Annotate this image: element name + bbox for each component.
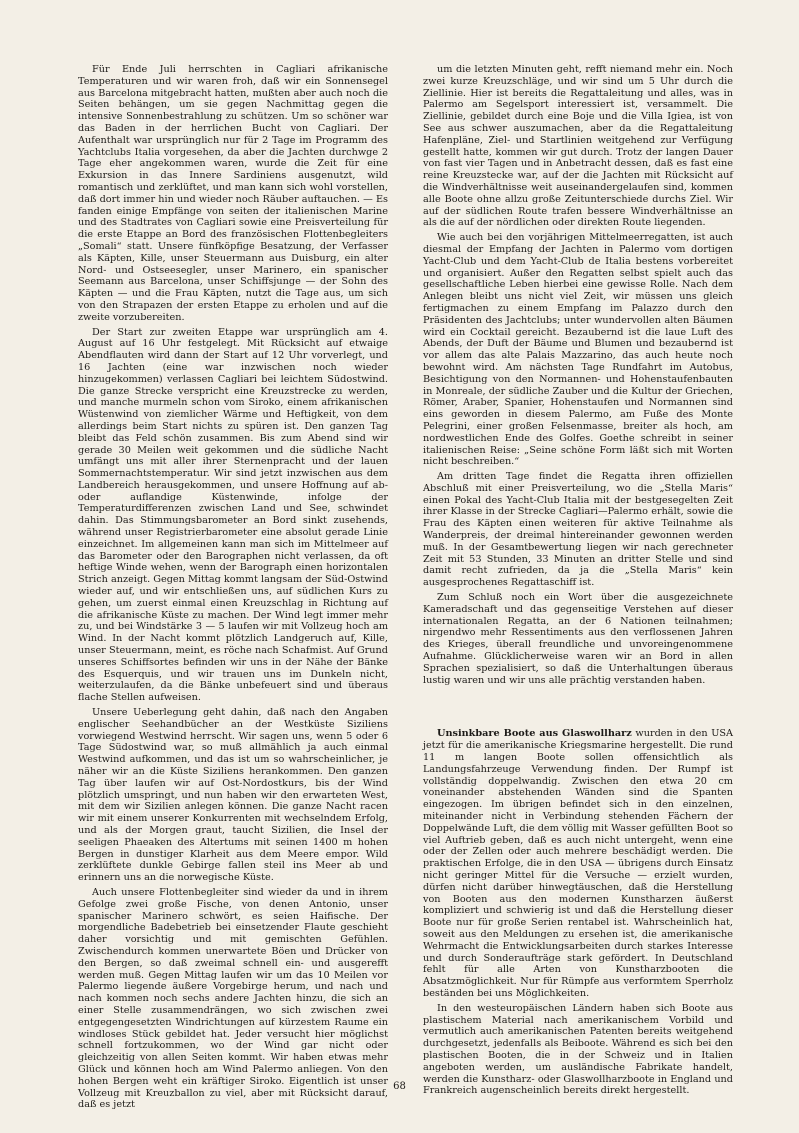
paragraph: um die letzten Minuten geht, refft niemand mehr ein. Noch zwei kurze Kreuzschläge, und wir sind um 5 Uhr durch die Ziellinie. Hier ist bereits die Regattaleitung und alles, was in Palermo am Segelsport interessiert ist, versammelt. Die Ziellinie, gebildet durch eine Boje und die Villa Igiea, ist von See aus schwer auszumachen, aber da die Regattaleitung Hafenpläne, Ziel- und Startlinien weitgehend zur Verfügung gestellt hatte, kommen wir gut durch. Trotz der langen Dauer von fast vier Tagen und in Anbetracht dessen, daß es fast eine reine Kreuzstecke war, auf der die Jachten mit Rücksicht auf die Windverhältnisse weit auseinandergelaufen sind, kommen alle Boote ohne allzu große Zeitunterschiede durchs Ziel. Wir auf der südlichen Route trafen bessere Windverhältnisse an als die auf der nördlichen oder direkten Route liegenden.: [423, 64, 733, 229]
right-column: [423, 64, 733, 1111]
news-item-paragraph: [423, 728, 733, 999]
paragraph: Für Ende Juli herrschten in Cagliari afrikanische Temperaturen und wir waren froh, daß wir ein Sonnensegel aus Barcelona mitgebracht hatten, mußten aber auch noch die Seiten behängen, um sie gegen Nachmittag gegen die intensive Sonnenbestrahlung zu schützen. Um so schöner war das Baden in der herrlichen Bucht von Cagliari. Der Aufenthalt war ursprünglich nur für 2 Tage im Programm des Yachtclubs Italia vorgesehen, da aber die Jachten durchwge 2 Tage eher angekommen waren, wurde die Zeit für eine Exkursion in das Innere Sardiniens ausgenutzt, wild romantisch und zerklüftet, und man kann sich wohl vorstellen, daß dort immer hin und wieder noch Räuber auftauchen. — Es fanden einige Empfänge von seiten der italienischen Marine und des Stadtrates von Cagliari sowie eine Preisverteilung für die erste Etappe an Bord des französischen Flottenbegleiters „Somali“ statt. Unsere fünfköpfige Besatzung, der Verfasser als Käpten, Kille, unser Steuermann aus Duisburg, ein alter Nord- und Ostseesegler, unser Marinero, ein spanischer Seemann aus Barcelona, unser Schiffsjunge — der Sohn des Käpten — und die Frau Käpten, nutzt die Tage aus, um sich von den Strapazen der ersten Etappe zu erholen und auf die zweite vorzubereiten.: [78, 64, 388, 323]
paragraph: Der Start zur zweiten Etappe war ursprünglich am 4. August auf 16 Uhr festgelegt. Mit Rücksicht auf etwaige Abendflauten wird dann der Start auf 12 Uhr vorverlegt, und 16 Jachten (eine war inzwischen noch wieder hinzugekommen) verlassen Cagliari bei leichtem Südostwind. Die ganze Strecke verspricht eine Kreuzstrecke zu werden, und manche murmeln schon vom Siroko, einem afrikanischen Wüstenwind von ziemlicher Wärme und Heftigkeit, von dem allerdings beim Start nichts zu spüren ist. Den ganzen Tag bleibt das Feld schön zusammen. Bis zum Abend sind wir gerade 30 Meilen weit gekommen und die südliche Nacht umfängt uns mit aller ihrer Sternenpracht und der lauen Sommernachtstemperatur. Wir sind jetzt inzwischen aus dem Landbereich herausgekommen, und unsere Hoffnung auf ab- oder auflandige Küstenwinde, infolge der Temperaturdifferenzen zwischen Land und See, schwindet dahin. Das Stimmungsbarometer an Bord sinkt zusehends, während unser Registrierbarometer eine absolut gerade Linie einzeichnet. Im allgemeinen kann man sich im Mittelmeer auf das Barometer oder den Barographen nicht verlassen, da oft heftige Winde wehen, wenn der Barograph einen horizontalen Strich anzeigt. Gegen Mittag kommt langsam der Süd-Ostwind wieder auf, und wir entschließen uns, auf südlichen Kurs zu gehen, um zuerst einmal einen Kreuzschlag in Richtung auf die afrikanische Küste zu machen. Der Wind legt immer mehr zu, und bei Windstärke 3 — 5 laufen wir mit Vollzeug hoch am Wind. In der Nacht kommt plötzlich Landgeruch auf, Kille, unser Steuermann, meint, es röche nach Schafmist. Auf Grund unseres Schiffsortes befinden wir uns in der Nähe der Bänke des Esquerquis, und wir trauen uns im Dunkeln nicht, weiterzulaufen, da die Bänke unbefeuert sind und überaus flache Stellen aufweisen.: [78, 326, 388, 704]
page-number: 68: [393, 1081, 406, 1092]
paragraph: Zum Schluß noch ein Wort über die ausgezeichnete Kameradschaft und das gegenseitige Verstehen auf dieser internationalen Regatta, an der 6 Nationen teilnahmen; nirgendwo mehr Ressentiments aus den verflossenen Jahren des Krieges, überall freundliche und unvoreingenommene Aufnahme. Glücklicherweise waren wir an Bord in allen Sprachen spezialisiert, so daß die Unterhaltungen überaus lustig waren und wir uns alle prächtig verstanden haben.: [423, 592, 733, 686]
section-spacer: [423, 686, 733, 728]
paragraph: Unsere Ueberlegung geht dahin, daß nach den Angaben englischer Seehandbücher an der Westküste Siziliens vorwiegend Westwind herrscht. Wir sagen uns, wenn 5 oder 6 Tage Südostwind war, so muß allmählich ja auch einmal Westwind aufkommen, und das ist um so wahrscheinlicher, je näher wir an die Küste Siziliens herankommen. Den ganzen Tag über laufen wir auf Ost-Nordostkurs, bis der Wind plötzlich umspringt, und nun haben wir den erwarteten West, mit dem wir Sizilien anlegen können. Die ganze Nacht racen wir mit einem unserer Konkurrenten mit wechselndem Erfolg, und als der Morgen graut, taucht Sizilien, die Insel der seeligen Phaeaken des Altertums mit seinen 1400 m hohen Bergen in dunstiger Klarheit aus dem Meere empor. Wild zerklüftete dunkle Gebirge fallen steil ins Meer ab und erinnern uns an die norwegische Küste.: [78, 707, 388, 884]
paragraph: Wie auch bei den vorjährigen Mittelmeerregatten, ist auch diesmal der Empfang der Jachten in Palermo vom dortigen Yacht-Club und dem Yacht-Club de Italia bestens vorbereitet und organisiert. Außer den Regatten selbst spielt auch das gesellschaftliche Leben hierbei eine gewisse Rolle. Nach dem Anlegen bleibt uns nicht viel Zeit, wir müssen uns gleich fertigmachen zu einem Empfang im Palazzo durch den Präsidenten des Jachtclubs; unter wundervollen alten Bäumen wird ein Cocktail gereicht. Bezaubernd ist die laue Luft des Abends, der Duft der Bäume und Blumen und bezaubernd ist vor allem das alte Palais Mazzarino, das auch heute noch bewohnt wird. Am nächsten Tage Rundfahrt im Autobus, Besichtigung von den Normannen- und Hohenstaufenbauten in Monreale, der südliche Zauber und die Kultur der Griechen, Römer, Araber, Spanier, Hohenstaufen und Normannen sind eins geworden in diesem Palermo, am Fuße des Monte Pelegrini, einer großen Felsenmasse, breiter als hoch, am nordwestlichen Ende des Golfes. Goethe schreibt in seiner italienischen Reise: „Seine schöne Form läßt sich mit Worten nicht beschreiben.“: [423, 232, 733, 468]
paragraph: Auch unsere Flottenbegleiter sind wieder da und in ihrem Gefolge zwei große Fische, von denen Antonio, unser spanischer Marinero schwört, es seien Haifische. Der morgendliche Badebetrieb bei einsetzender Flaute geschieht daher vorsichtig und mit gemischten Gefühlen. Zwischendurch kommen unerwartete Böen und Drücker von den Bergen, so daß zweimal schnell ein- und ausgerefft werden muß. Gegen Mittag laufen wir um das 10 Meilen vor Palermo liegende äußere Vorgebirge herum, und nach und nach kommen noch sechs andere Jachten hinzu, die sich an einer Stelle zusammendrängen, wo sich zwischen zwei entgegengesetzten Windrichtungen auf kürzestem Raume ein windloses Stück gebildet hat. Jeder versucht hier möglichst schnell fortzukommen, wo der Wind gar nicht oder gleichzeitig von allen Seiten kommt. Wir haben etwas mehr Glück und können hoch am Wind Palermo anliegen. Von den hohen Bergen weht ein kräftiger Siroko. Eigentlich ist unser Vollzeug mit Kreuzballon zu viel, aber mit Rücksicht darauf, daß es jetzt: [78, 886, 388, 1111]
paragraph: Am dritten Tage findet die Regatta ihren offiziellen Abschluß mit einer Preisverteilung, wo die „Stella Maris“ einen Pokal des Yacht-Club Italia mit der bestgesegelten Zeit ihrer Klasse in der Strecke Cagliari—Palermo erhält, sowie die Frau des Käpten einen weiteren für aktive Teilnahme als Wanderpreis, der dreimal hintereinander gewonnen werden muß. In der Gesamtbewertung liegen wir nach gerechneter Zeit mit 53 Stunden, 33 Minuten an dritter Stelle und sind damit recht zufrieden, da ja die „Stella Maris“ kein ausgesprochenes Regattaschiff ist.: [423, 471, 733, 589]
left-column: [78, 64, 388, 1111]
news-item-heading: Unsinkbare Boote aus Glaswollharz: [437, 728, 632, 740]
text-columns: [78, 64, 733, 1111]
paragraph: In den westeuropäischen Ländern haben sich Boote aus plastischem Material nach amerikanischem Vorbild und vermutlich auch amerikanischen Patenten bereits weitgehend durchgesetzt, jedenfalls als Beiboote. Während es sich bei den plastischen Booten, die in der Schweiz und in Italien angeboten werden, um ausländische Fabrikate handelt, werden die Kunstharz- oder Glaswollharzboote in England und Frankreich augenscheinlich bereits direkt hergestellt.: [423, 1002, 733, 1097]
news-item-text: wurden in den USA jetzt für die amerikanische Kriegsmarine hergestellt. Die rund 11 m langen Boote sollen offensichtlich als Landungsfahrzeuge Verwendung finden. Der Rumpf ist vollständig doppelwandig. Zwischen den etwa 20 cm voneinander abstehenden Wänden sind die Spanten eingezogen. Im übrigen befindet sich in den einzelnen, miteinander nicht in Verbindung stehenden Fächern der Doppelwände Luft, die dem völlig mit Wasser gefüllten Boot so viel Auftrieb geben, daß es auch nicht untergeht, wenn eine oder der Zellen oder auch mehrere beschädigt werden. Die praktischen Erfolge, die in den USA — übrigens durch Einsatz nicht geringer Mittel für die Versuche — erzielt wurden, dürfen nicht darüber hinwegtäuschen, daß die Herstellung von Booten aus den modernen Kunstharzen äußerst kompliziert und schwierig ist und daß die Herstellung dieser Boote nur für große Serien rentabel ist. Wahrscheinlich hat, soweit aus den Meldungen zu ersehen ist, die amerikanische Wehrmacht die Entwicklungsarbeiten durch starkes Interesse und durch Sonderaufträge stark gefördert. In Deutschland fehlt für alle Arten von Kunstharzbooten die Absatzmöglichkeit. Nur für Rümpfe aus verformtem Sperrholz beständen bei uns Möglichkeiten.: [423, 728, 733, 999]
